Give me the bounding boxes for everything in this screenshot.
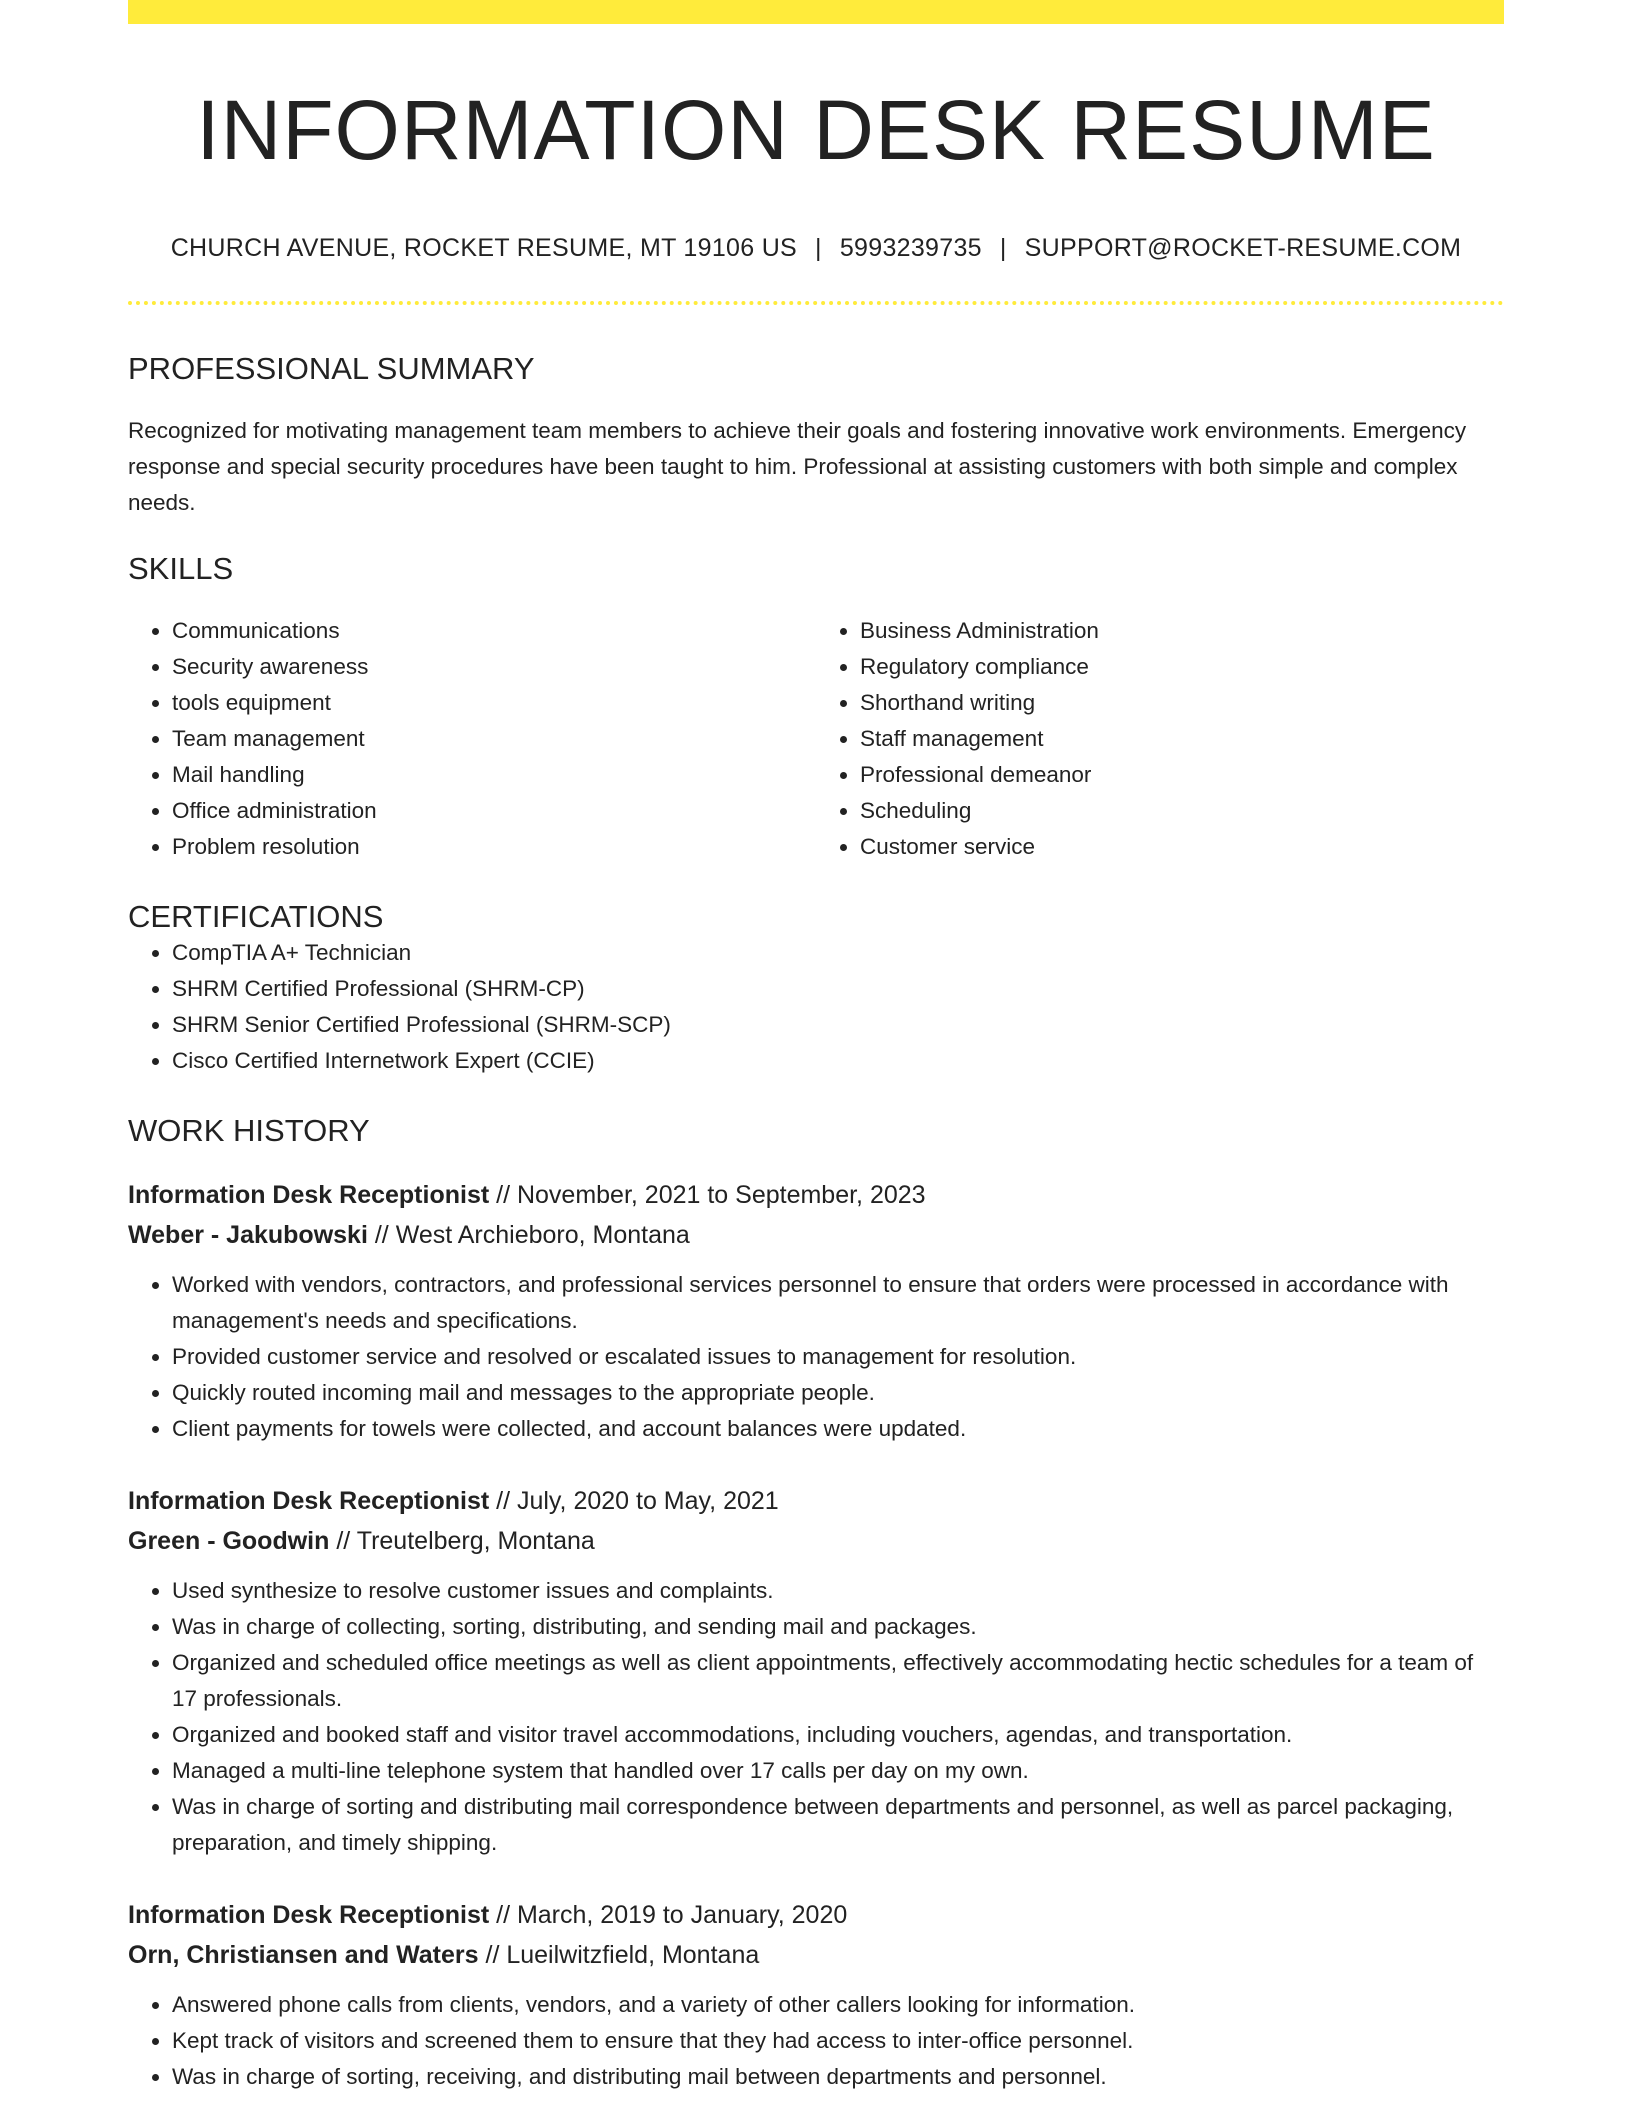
contact-email: SUPPORT@ROCKET-RESUME.COM [1024,234,1462,263]
skill-item: • Shorthand writing [860,685,1504,721]
job-role: Information Desk Receptionist [128,1901,490,1930]
job-role-line [128,1175,1504,1215]
job-duty: • Used synthesize to resolve customer issues and complaints. [172,1573,1504,1609]
job-duty: • Quickly routed incoming mail and messages to the appropriate people. [172,1375,1504,1411]
summary-heading: PROFESSIONAL SUMMARY [128,351,535,387]
job-location: // West Archieboro, Montana [367,1221,690,1250]
certification-item: • Cisco Certified Internetwork Expert (CCIE) [172,1043,1504,1079]
job-duty: • Client payments for towels were collected, and account balances were updated. [172,1411,1504,1447]
skill-item: • Professional demeanor [860,757,1504,793]
skill-item: • Scheduling [860,793,1504,829]
certification-item: • SHRM Certified Professional (SHRM-CP) [172,971,1504,1007]
certifications-list [128,935,1504,1079]
skill-item: • Regulatory compliance [860,649,1504,685]
job-duty: • Provided customer service and resolved or escalated issues to management for resolution. [172,1339,1504,1375]
job-role: Information Desk Receptionist [128,1487,490,1516]
job-duty: • Answered phone calls from clients, vendors, and a variety of other callers looking for information. [172,1987,1504,2023]
contact-separator: | [999,234,1007,263]
skill-item: • Office administration [172,793,816,829]
contact-line [128,234,1504,263]
job-duty: • Organized and booked staff and visitor travel accommodations, including vouchers, agendas, and transportation. [172,1717,1504,1753]
job-location: // Lueilwitzfield, Montana [478,1941,760,1970]
job-company: Weber - Jakubowski [128,1221,368,1250]
skills-columns [128,613,1504,865]
job-dates: // March, 2019 to January, 2020 [489,1901,848,1930]
job-duty: • Kept track of visitors and screened them to ensure that they had access to inter-office personnel. [172,2023,1504,2059]
job-location: // Treutelberg, Montana [329,1527,595,1556]
contact-phone: 5993239735 [839,234,982,263]
certification-item: • SHRM Senior Certified Professional (SHRM-SCP) [172,1007,1504,1043]
job-duty: • Was in charge of sorting, receiving, and distributing mail between departments and personnel. [172,2059,1504,2095]
job-role-line [128,1895,1504,1935]
job-duties-list [128,1987,1504,2095]
job-company-line [128,1215,1504,1255]
skill-item: • Team management [172,721,816,757]
job-duties-list [128,1267,1504,1447]
contact-address: CHURCH AVENUE, ROCKET RESUME, MT 19106 US [170,234,798,263]
job-duty: • Worked with vendors, contractors, and professional services personnel to ensure that orders were processed in accordance with management's needs and specifications. [172,1267,1504,1339]
skill-item: • Mail handling [172,757,816,793]
resume-page [128,0,1504,2095]
contact-separator: | [815,234,822,263]
job-entry [128,1175,1504,1447]
job-entry [128,1481,1504,1861]
skills-heading: SKILLS [128,551,234,587]
skills-list-right [816,613,1504,865]
skill-item: • Staff management [860,721,1504,757]
job-company-line [128,1521,1504,1561]
top-accent-bar [128,0,1504,24]
certifications-heading: CERTIFICATIONS [128,899,384,935]
summary-text: Recognized for motivating management team members to achieve their goals and fostering innovative work environments. Emergency response and special security procedures have been taught to him. Professional at assisting customers with both simple and complex needs. [128,418,1467,516]
job-dates: // November, 2021 to September, 2023 [489,1181,926,1210]
skill-item: • Customer service [860,829,1504,865]
job-duty: • Was in charge of collecting, sorting, distributing, and sending mail and packages. [172,1609,1504,1645]
skill-item: • Security awareness [172,649,816,685]
job-entry [128,1895,1504,2095]
skills-list-left [128,613,816,865]
resume-title: INFORMATION DESK RESUME [196,83,1436,177]
certification-item: • CompTIA A+ Technician [172,935,1504,971]
skill-item: • Communications [172,613,816,649]
skill-item: • tools equipment [172,685,816,721]
job-duty: • Was in charge of sorting and distributing mail correspondence between departments and personnel, as well as parcel packaging, preparation, and timely shipping. [172,1789,1504,1861]
job-duties-list [128,1573,1504,1861]
work-history-heading: WORK HISTORY [128,1113,370,1149]
skill-item: • Problem resolution [172,829,816,865]
job-company: Orn, Christiansen and Waters [128,1941,479,1970]
job-duty: • Managed a multi-line telephone system that handled over 17 calls per day on my own. [172,1753,1504,1789]
job-company: Green - Goodwin [128,1527,330,1556]
job-company-line [128,1935,1504,1975]
job-role: Information Desk Receptionist [128,1181,490,1210]
skill-item: • Business Administration [860,613,1504,649]
job-role-line [128,1481,1504,1521]
dotted-divider [128,301,1504,305]
job-duty: • Organized and scheduled office meetings as well as client appointments, effectively accommodating hectic schedules for a team of 17 professionals. [172,1645,1504,1717]
job-dates: // July, 2020 to May, 2021 [489,1487,779,1516]
